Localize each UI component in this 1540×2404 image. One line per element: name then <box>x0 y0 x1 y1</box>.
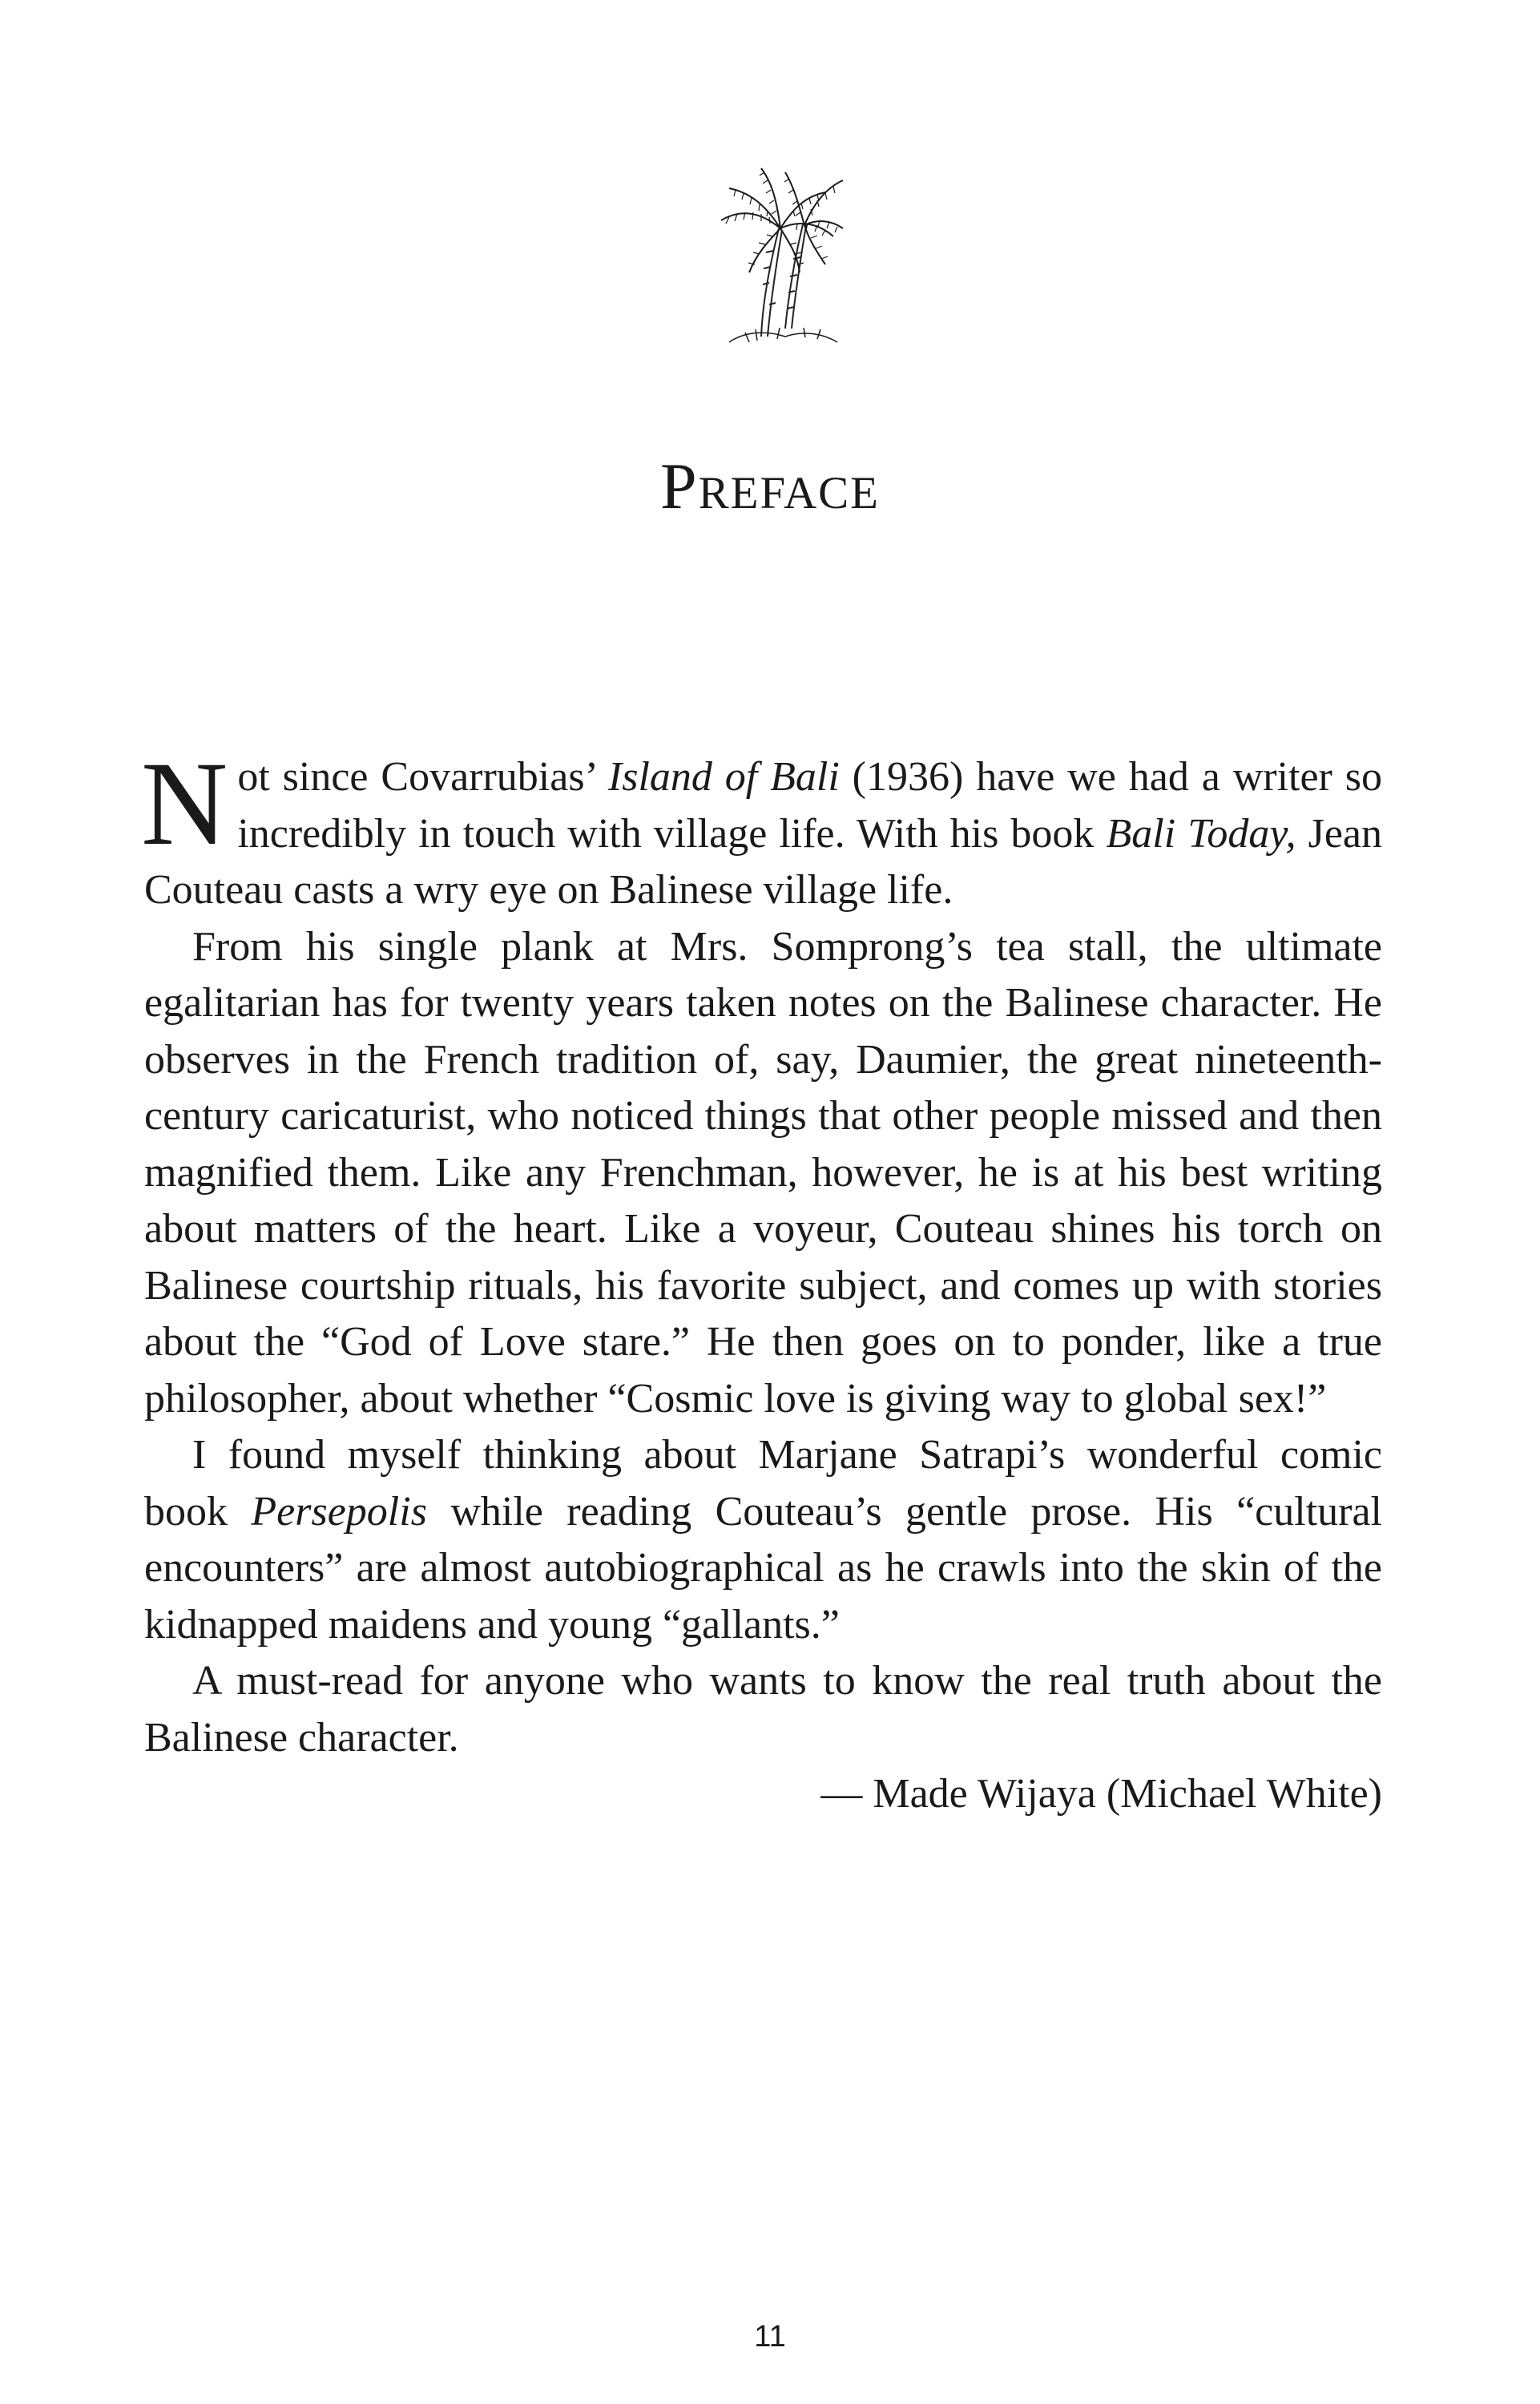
paragraph-1-text-1: ot since Covarrubias’ <box>237 754 608 800</box>
paragraph-1-text-3: Jean Couteau casts a wry eye on Balinese village life. <box>144 810 1383 913</box>
paragraph-3-text-2: while reading Couteau’s gentle prose. His “cultural encounters” are almost autobiographical as he crawls into the skin of the kidnapped maidens and young “gallants.” <box>144 1488 1383 1648</box>
drop-cap: N <box>141 737 228 870</box>
palm-trees-icon <box>705 164 845 349</box>
paragraph-2: From his single plank at Mrs. Somprong’s tea stall, the ultimate egalitarian has for twenty years taken notes on the Balinese character. He observes in the French tradition of, say, Daumier, the great nineteenth-century caricaturist, who noticed things that other people missed and then magnified them. Like any Frenchman, however, he is at his best writing about matters of the heart. Like a voyeur, Couteau shines his torch on Balinese courtship rituals, his favorite subject, and comes up with stories about the “God of Love stare.” He then goes on to ponder, like a true philosopher, about whether “Cosmic love is giving way to global sex!” <box>144 923 1382 1422</box>
book-title-bali-today: Bali Today, <box>1106 810 1296 857</box>
attribution: — Made Wijaya (Michael White) <box>820 1771 1382 1817</box>
book-title-island-of-bali: Island of Bali <box>607 754 840 800</box>
paragraph-1 <box>141 737 1383 919</box>
paragraph-1-text-2: (1936) have we had a writer so incredibly in touch with village life. With his book <box>237 754 1382 857</box>
paragraph-3-text-1: I found myself thinking about Marjane Satrapi’s wonderful comic book <box>144 1432 1382 1535</box>
book-title-persepolis: Persepolis <box>251 1488 427 1535</box>
preface-body <box>141 737 1383 1823</box>
page-number: 11 <box>754 2320 786 2354</box>
page-title: Preface <box>660 450 880 522</box>
paragraph-3 <box>144 1427 1382 1653</box>
paragraph-4: A must-read for anyone who wants to know the real truth about the Balinese character. <box>144 1658 1382 1761</box>
